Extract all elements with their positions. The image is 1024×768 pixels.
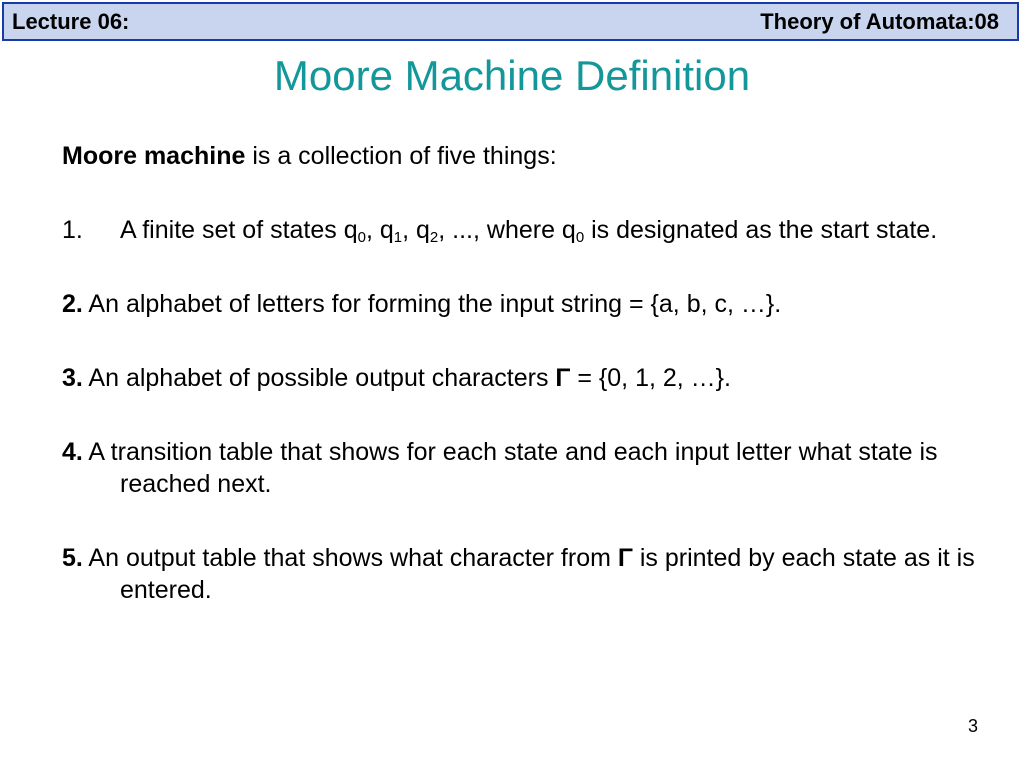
list-item-2: [62, 288, 982, 320]
item-1-sub-3: 0: [575, 229, 585, 246]
item-5-text-a: An output table that shows what character from: [82, 544, 618, 572]
list-item-5: [62, 542, 982, 606]
header-bar: [2, 2, 1019, 41]
item-4-number: 4.: [62, 438, 83, 466]
item-4-text: A transition table that shows for each state and each input letter what state is reached next.: [82, 438, 938, 498]
item-5-number: 5.: [62, 544, 83, 572]
intro-paragraph: [62, 140, 982, 172]
item-1-sub-0: 0: [357, 229, 366, 246]
course-label: Theory of Automata:08: [760, 8, 999, 34]
item-1-text-b: , q: [365, 216, 394, 244]
lecture-label: Lecture 06:: [12, 8, 130, 34]
list-item-3: [62, 362, 982, 394]
gamma-symbol: Γ: [617, 544, 633, 572]
item-3-text-b: = {0, 1, 2, …}.: [570, 364, 731, 392]
item-3-number: 3.: [62, 364, 83, 392]
intro-text: is a collection of five things:: [245, 142, 557, 170]
gamma-symbol: Γ: [555, 364, 571, 392]
item-1-text-e: is designated as the start state.: [584, 216, 938, 244]
item-2-text: An alphabet of letters for forming the input string = {a, b, c, …}.: [82, 290, 782, 318]
item-1-text-d: , ..., where q: [438, 216, 576, 244]
slide-content: [62, 140, 982, 648]
list-item-4: [62, 436, 982, 500]
item-3-text-a: An alphabet of possible output characters: [82, 364, 556, 392]
page-number: 3: [967, 716, 978, 736]
list-item-1: [62, 214, 982, 246]
intro-term: Moore machine: [62, 142, 246, 170]
item-1-sub-2: 2: [429, 229, 439, 246]
item-1-number: 1.: [62, 216, 83, 244]
item-1-text-a: A finite set of states q: [120, 216, 358, 244]
item-1-text-c: , q: [402, 216, 430, 244]
slide-title: Moore Machine Definition: [273, 52, 751, 99]
item-2-number: 2.: [62, 290, 83, 318]
item-5-text-b: is printed by each state as it is entered.: [120, 544, 975, 604]
item-1-sub-1: 1: [393, 229, 403, 246]
